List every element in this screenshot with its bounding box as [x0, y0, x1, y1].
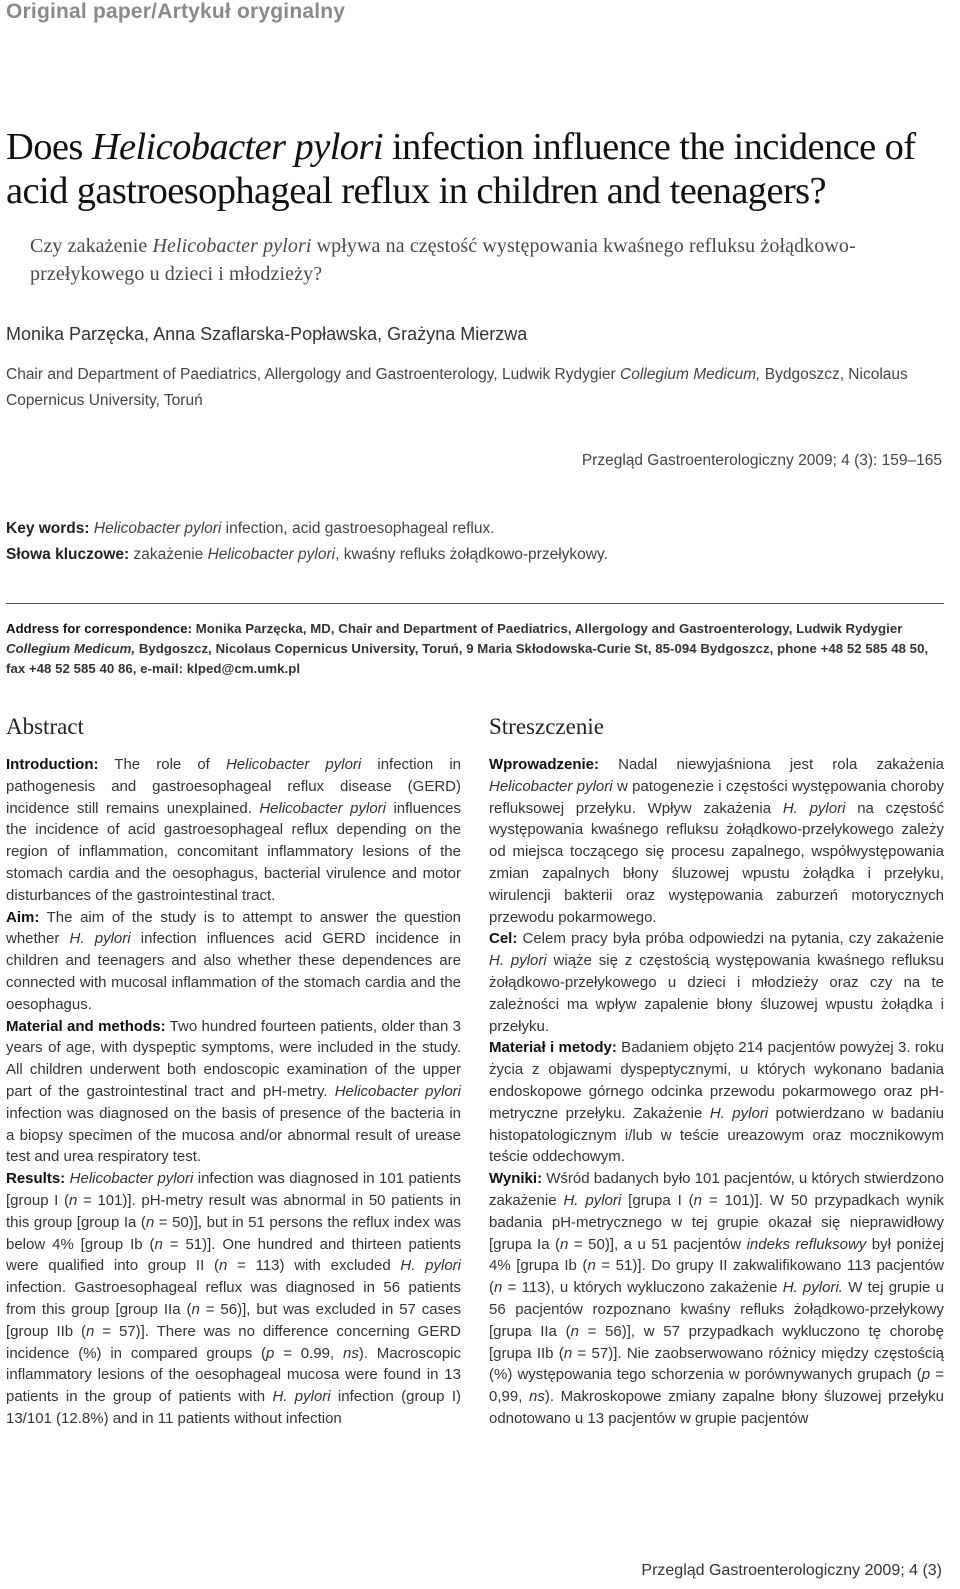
- article-subtitle: [30, 232, 930, 288]
- keywords-en: [6, 516, 946, 542]
- affiliation-text: Chair and Department of Paediatrics, Allergology and Gastroenterology, Ludwik Rydygier: [6, 366, 621, 383]
- abstract-heading: Abstract: [6, 714, 84, 739]
- italic: p: [921, 1366, 931, 1384]
- italic: n: [693, 1191, 703, 1209]
- streszczenie-column: [489, 712, 944, 1430]
- text: = 101)]. pH-metry result was abnormal in 50 patients in this group [group Ia (: [6, 1191, 462, 1231]
- streszczenie-wyniki: [489, 1168, 944, 1430]
- text: Wśród badanych było 101 pacjentów, u których stwierdzono zakażenie: [489, 1170, 944, 1209]
- text: na częstość występowania kwaśnego refluksu żołądkowo-przełykowego zależy od miejsca toczącego się procesu zapalnego, współwystępowania zmian zapalnych błony śluzowej wpustu żołądka i przełyku, wirulencji bakterii oraz występowania zaburzeń motorycznych przewodu pokarmowego.: [489, 799, 945, 926]
- abstract-methods: [6, 1016, 461, 1169]
- paragraph-label: Aim:: [6, 908, 40, 926]
- text: infection influences acid GERD incidence in children and teenagers and also whether these dependences are connected with mucosal inflammation of the stomach cardia and the oesophagus.: [6, 930, 461, 1013]
- italic: n: [68, 1191, 78, 1209]
- address-text: Bydgoszcz, Nicolaus Copernicus University, Toruń, 9 Maria Skłodowska-Curie St, 85-094 Bydgoszcz, phone +48 52 585 48 50, fax +48 52 585 40 86, e-mail: klped@cm.umk.pl: [6, 641, 929, 676]
- text: = 113) with excluded: [227, 1257, 401, 1275]
- text: potwierdzano w badaniu histopatologicznym i/lub w teście ureazowym oraz mocznikowym teście oddechowym.: [489, 1104, 945, 1166]
- italic: n: [86, 1322, 95, 1340]
- italic: p: [266, 1344, 275, 1362]
- text: infection was diagnosed in 101 patients [group I (: [6, 1170, 462, 1209]
- abstract-introduction: [6, 754, 461, 907]
- subtitle-text: Czy zakażenie: [30, 235, 153, 257]
- text: ). Makroskopowe zmiany zapalne błony śluzowej przełyku odnotowano u 13 pacjentów w grupie pacjentów: [489, 1388, 944, 1427]
- text: infection. Gastroesophageal reflux was diagnosed in 56 patients from this group [group IIa (: [6, 1279, 461, 1318]
- text: = 50)], but in 51 persons the reflux index was below 4% [group Ib (: [6, 1213, 461, 1253]
- text: Badaniem objęto 214 pacjentów powyżej 3. roku życia z objawami dyspeptycznymi, u których wykonano badania endoskopowe górnego odcinka przewodu pokarmowego oraz pH-metryczne przełyku. Zakażenie: [489, 1039, 945, 1122]
- subtitle-italic: Helicobacter pylori: [152, 235, 312, 257]
- correspondence-address: [6, 619, 946, 679]
- keywords-label-pl: Słowa kluczowe:: [6, 546, 130, 563]
- title-text: Does: [6, 126, 92, 168]
- keywords-label: Key words:: [6, 520, 90, 537]
- italic: H. pylori: [709, 1104, 769, 1122]
- keyword-italic: Helicobacter pylori: [207, 546, 336, 563]
- section-label: Original paper/Artykuł oryginalny: [6, 0, 346, 23]
- text: The aim of the study is to attempt to answer the question whether: [6, 908, 461, 948]
- text: Celem pracy była próba odpowiedzi na pytania, czy zakażenie: [517, 930, 944, 948]
- text: = 57)]. Nie zaobserwowano różnicy między częstością (%) występowania tego schorzenia w porównywanych grupach (: [489, 1344, 944, 1384]
- text: ). Macroscopic inflammatory lesions of the oesophageal mucosa were found in 13 patients in the group of patients with: [6, 1344, 462, 1406]
- text: = 56)], w 57 przypadkach wykluczono tę chorobę [grupa IIb (: [489, 1322, 944, 1362]
- abstract-column: [6, 712, 461, 1430]
- italic: n: [587, 1257, 596, 1275]
- text: Nadal niewyjaśniona jest rola zakażenia: [599, 756, 944, 773]
- journal-citation: Przegląd Gastroenterologiczny 2009; 4 (3): 159–165: [581, 452, 942, 469]
- text: = 57)]. There was no difference concerning GERD incidence (%) in compared groups (: [6, 1322, 461, 1362]
- author-list: Monika Parzęcka, Anna Szaflarska-Popławska, Grażyna Mierzwa: [6, 324, 528, 344]
- affiliation-text: Bydgoszcz, Nicolaus Copernicus University, Toruń: [6, 366, 908, 409]
- text: = 50)], a u 51 pacjentów: [568, 1235, 747, 1253]
- divider: [6, 603, 944, 604]
- streszczenie-wprowadzenie: [489, 754, 944, 928]
- address-italic: Collegium Medicum,: [6, 641, 136, 656]
- streszczenie-metody: [489, 1037, 944, 1168]
- title-text: infection influence the incidence of acid gastroesophageal reflux in children and teenagers?: [6, 126, 916, 212]
- keyword-text: , kwaśny refluks żołądkowo-przełykowy.: [335, 546, 608, 563]
- paragraph-label: Introduction:: [6, 756, 99, 773]
- text: Two hundred fourteen patients, older than 3 years of age, with dyspeptic symptoms, were included in the study. All children underwent both endoscopic examination of the upper part of the gastrointestinal tract and pH-metry.: [6, 1017, 461, 1100]
- italic: H. pylori: [563, 1191, 622, 1209]
- italic: H. pylori.: [782, 1279, 843, 1297]
- italic: Helicobacter pylori: [489, 777, 613, 795]
- affiliation-italic: Collegium Medicum,: [620, 366, 761, 383]
- abstract-aim: [6, 907, 461, 1016]
- paragraph-label: Results:: [6, 1170, 66, 1188]
- streszczenie-cel: [489, 928, 944, 1037]
- text: = 56)], but was excluded in 57 cases [group IIb (: [6, 1300, 461, 1340]
- text: infection (group I) 13/101 (12.8%) and in 11 patients without infection: [6, 1388, 461, 1427]
- paragraph-label: Material and methods:: [6, 1017, 166, 1035]
- text: wiąże się z częstością występowania kwaśnego refluksu żołądkowo-przełykowego u dzieci i młodzieży oraz czy na te zależności ma wpływ zapalenie błony śluzowej wpustu żołądka i przełyku.: [489, 952, 944, 1035]
- italic: ns: [342, 1344, 359, 1362]
- italic: n: [191, 1300, 200, 1318]
- text: W tej grupie u 56 pacjentów rozpoznano kwaśny refluks żołądkowo-przełykowy [grupa IIa (: [489, 1279, 944, 1340]
- article-title: [6, 125, 936, 213]
- italic: n: [494, 1279, 503, 1297]
- text: = 0.99,: [274, 1344, 343, 1362]
- italic: indeks refluksowy: [746, 1235, 867, 1253]
- text: [grupa I (: [621, 1191, 694, 1209]
- subtitle-text: wpływa na częstość występowania kwaśnego refluksu żołądkowo-przełykowego u dzieci i młodzieży?: [30, 235, 856, 285]
- streszczenie-heading: Streszczenie: [489, 714, 604, 739]
- paragraph-label: Wyniki:: [489, 1170, 543, 1188]
- italic: H. pylori: [489, 952, 547, 970]
- italic: ns: [529, 1388, 545, 1406]
- text: = 51)]. One hundred and thirteen patients were qualified into group II (: [6, 1235, 462, 1275]
- keyword-text: zakażenie: [129, 546, 208, 563]
- keywords-block: [6, 516, 946, 568]
- text: infection was diagnosed on the basis of presence of the bacteria in a biopsy specimen of the mucosa and/or abnormal result of urease test and urea respiratory test.: [6, 1104, 461, 1166]
- keyword-text: infection, acid gastroesophageal reflux.: [221, 520, 495, 537]
- italic: n: [563, 1344, 573, 1362]
- text: = 113), u których wykluczono zakażenie: [502, 1279, 783, 1297]
- address-label: Address for correspondence:: [6, 621, 193, 636]
- page-footer: Przegląd Gastroenterologiczny 2009; 4 (3): [641, 1562, 942, 1579]
- paragraph-label: Cel:: [489, 930, 518, 948]
- keyword-italic: Helicobacter pylori: [93, 520, 222, 537]
- text: był poniżej 4% [grupa Ib (: [489, 1235, 945, 1275]
- italic: H. pylori: [69, 930, 131, 948]
- italic: Helicobacter pylori: [69, 1170, 194, 1188]
- italic: n: [560, 1235, 569, 1253]
- paragraph-label: Materiał i metody:: [489, 1039, 617, 1057]
- text: infection in pathogenesis and gastroesophageal reflux disease (GERD) incidence still remains unexplained.: [6, 756, 461, 817]
- text: = 0,99,: [489, 1366, 944, 1406]
- keywords-pl: [6, 542, 946, 568]
- italic: H. pylori: [272, 1388, 331, 1406]
- paragraph-label: Wprowadzenie:: [489, 756, 600, 773]
- italic: n: [218, 1257, 228, 1275]
- text: = 51)]. Do grupy II zakwalifikowano 113 pacjentów (: [489, 1257, 944, 1297]
- abstract-results: [6, 1168, 461, 1430]
- text: = 101)]. W 50 przypadkach wynik badania pH-metrycznego w tej grupie okazał się nieprawidłowy [grupa Ia (: [489, 1191, 945, 1253]
- italic: n: [154, 1235, 163, 1253]
- italic: Helicobacter pylori: [225, 756, 362, 773]
- italic: H. pylori: [400, 1257, 461, 1275]
- title-italic: Helicobacter pylori: [91, 126, 383, 168]
- italic: H. pylori: [782, 799, 846, 817]
- italic: Helicobacter pylori: [334, 1082, 461, 1100]
- text: The role of: [98, 756, 226, 773]
- affiliation: [6, 362, 946, 414]
- address-text: Monika Parzęcka, MD, Chair and Department of Paediatrics, Allergology and Gastroenterology, Ludwik Rydygier: [192, 621, 903, 636]
- text: influences the incidence of acid gastroesophageal reflux depending on the region of inflammation, concomitant inflammatory lesions of the stomach cardia and the oesophagus, bacterial virulence and motor disturbances of the gastrointestinal tract.: [6, 799, 462, 904]
- italic: n: [145, 1213, 155, 1231]
- italic: Helicobacter pylori: [259, 799, 386, 817]
- text: w patogenezie i częstości występowania choroby refluksowej przełyku. Wpływ zakażenia: [489, 777, 944, 817]
- italic: n: [570, 1322, 579, 1340]
